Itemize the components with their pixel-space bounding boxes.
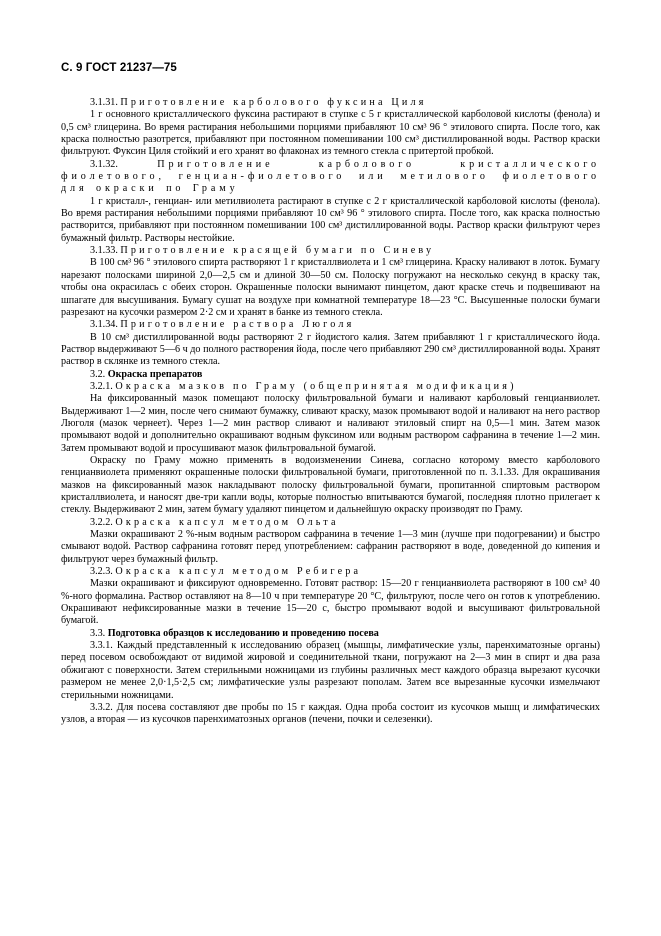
section-number: 3.3. bbox=[90, 627, 106, 639]
section-heading bbox=[61, 97, 600, 109]
section-number: 3.1.31. bbox=[90, 97, 118, 108]
paragraph: В 100 см³ 96 ° этилового спирта растворяют 1 г кристаллвиолета и 1 см³ глицерина. Краску наливают в лоток. Бумагу нарезают полосками шириной 2,0—2,5 см и длиной 30—50 см. Полоску погружают на несколько секунд в краску так, чтобы она окрасилась с обеих сторон. Окрашенные полоски вынимают пинцетом, дают краске стечь и подвешивают на шпагате для высушивания. Бумагу сушат на воздухе при комнатной температуре 18—23 °С. Высушенные полоски бумаги разрезают на кусочки размером 2·2 см и хранят в банке из темного стекла. bbox=[61, 257, 600, 318]
paragraph: В 10 см³ дистиллированной воды растворяют 2 г йодистого калия. Затем прибавляют 1 г кристаллического йода. Раствор выдерживают 5—6 ч до полного растворения йода, после чего прибавляют 290 см³ дистиллированной воды. Хранят раствор в склянке из темного стекла. bbox=[61, 331, 600, 368]
section-number: 3.2.1. bbox=[90, 380, 113, 392]
section-heading bbox=[61, 245, 600, 257]
section-heading bbox=[61, 381, 600, 393]
paragraph: На фиксированный мазок помещают полоску фильтровальной бумаги и наливают карболовый генцианвиолет. Выдерживают 1—2 мин, после чего снимают бумажку, сливают краску, мазок промывают водой и наливают на него раствор Люголя (мазок чернеет). Через 1—2 мин раствор сливают и наливают этиловый спирт на 0,5—1 мин. Затем мазок промывают водой и дополнительно окрашивают водным фуксином или водным раствором сафранина в течение 1—2 мин. Затем промывают водой и просушивают мазок фильтровальной бумагой. bbox=[61, 393, 600, 454]
paragraph: Мазки окрашивают и фиксируют одновременно. Готовят раствор: 15—20 г генцианвиолета растворяют в 100 см³ 40 %-ного формалина. Раствор оставляют на 8—10 ч при температуре 20 °С, фильтруют, после чего он готов к употреблению. Окрашивают нефиксированные мазки в течение 15—20 с, быстро промывают водой и высушивают фильтровальной бумагой. bbox=[61, 578, 600, 627]
section-title: Приготовление карболового фуксина Циля bbox=[120, 97, 427, 108]
section-heading bbox=[61, 566, 600, 578]
section-heading bbox=[61, 159, 600, 196]
section-title: Окраска препаратов bbox=[107, 368, 203, 380]
paragraph: 3.3.2. Для посева составляют две пробы по 15 г каждая. Одна проба состоит из кусочков мышц и лимфатических узлов, а вторая — из кусочков паренхиматозных органов (печени, почки и селезенки). bbox=[61, 701, 600, 726]
paragraph: 3.3.1. Каждый представленный к исследованию образец (мышцы, лимфатические узлы, паренхиматозные органы) перед посевом освобождают от видимой жировой и соединительной ткани, погружают на 2—3 мин в спирт и два раза обжигают с поверхности. Затем стерильными ножницами из глубины различных мест каждого образца вырезают кусочки размером не менее 2,0·1,5·2,5 см; лимфатические узлы разрезают пополам. Затем все вырезанные кусочки измельчают стерильными ножницами. bbox=[61, 640, 600, 701]
section-title: Приготовление карболового кристаллического фиолетового, генциан-фиолетового или метилового фиолетового для окраски по Граму bbox=[61, 158, 601, 195]
section-number: 3.1.32. bbox=[90, 158, 118, 170]
section-title: Приготовление красящей бумаги по Синеву bbox=[120, 245, 435, 257]
page-header: С. 9 ГОСТ 21237—75 bbox=[61, 62, 177, 74]
section-heading bbox=[61, 369, 600, 381]
paragraph: Мазки окрашивают 2 %-ным водным раствором сафранина в течение 1—3 мин (лучше при подогревании) и быстро смывают водой. Раствор сафранина готовят перед употреблением: сафранин растворяют в воде, доведенной до кипения и фильтруют через бумажный фильтр. bbox=[61, 529, 600, 565]
section-title: Окраска капсул методом Ребигера bbox=[115, 566, 362, 578]
section-number: 3.2.3. bbox=[90, 566, 113, 578]
document-body bbox=[61, 97, 600, 727]
paragraph: 1 г основного кристаллического фуксина растирают в ступке с 5 г кристаллической карболовой кислоты (фенола) и 0,5 см³ глицерина. Во время растирания небольшими порциями прибавляют 10 см³ 96 ° этилового спирта. После того, как краска полностью разотрется, прибавляют при постоянном помешивании 100 см³ дистиллированной воды. Раствор краски фильтруют. Фуксин Циля стойкий и его хранят во флаконах из темного стекла с притертой пробкой. bbox=[61, 109, 600, 158]
section-title: Приготовление раствора Люголя bbox=[120, 319, 355, 331]
section-heading bbox=[61, 628, 600, 640]
section-title: Подготовка образцов к исследованию и проведению посева bbox=[107, 627, 379, 639]
section-number: 3.2. bbox=[90, 368, 106, 380]
paragraph: Окраску по Граму можно применять в водоизменении Синева, согласно которому вместо карболового генцианвиолета применяют окрашенные полоски фильтровальной бумаги, приготовленной по п. 3.1.33. Для окрашивания мазков на фиксированный мазок накладывают полоску фильтровальной бумаги, пропитанной спиртовым раствором кристаллвиолета, и наносят две-три капли воды, которые полностью впитываются бумагой, последняя плотно прилегает к стеклу. Выдерживают 2 мин, затем бумагу удаляют пинцетом и дальнейшую окраску производят по Граму. bbox=[61, 454, 600, 516]
section-heading bbox=[61, 517, 600, 529]
section-heading bbox=[61, 319, 600, 331]
section-number: 3.2.2. bbox=[90, 516, 113, 528]
section-title: Окраска мазков по Граму (общепринятая модификация) bbox=[115, 380, 517, 392]
section-number: 3.1.34. bbox=[90, 319, 118, 331]
section-number: 3.1.33. bbox=[90, 245, 118, 257]
paragraph: 1 г кристалл-, генциан- или метилвиолета растирают в ступке с 2 г кристаллической карболовой кислоты (фенола). Во время растирания небольшими порциями прибавляют 10 см³ 96 ° этилового спирта. После того, как краска полностью растворится, прибавляют при постоянном помешивании 100 см³ дистиллированной воды. Раствор краски фильтруют через бумажный фильтр. Растворы нестойкие. bbox=[61, 195, 600, 244]
section-title: Окраска капсул методом Ольта bbox=[115, 516, 339, 528]
